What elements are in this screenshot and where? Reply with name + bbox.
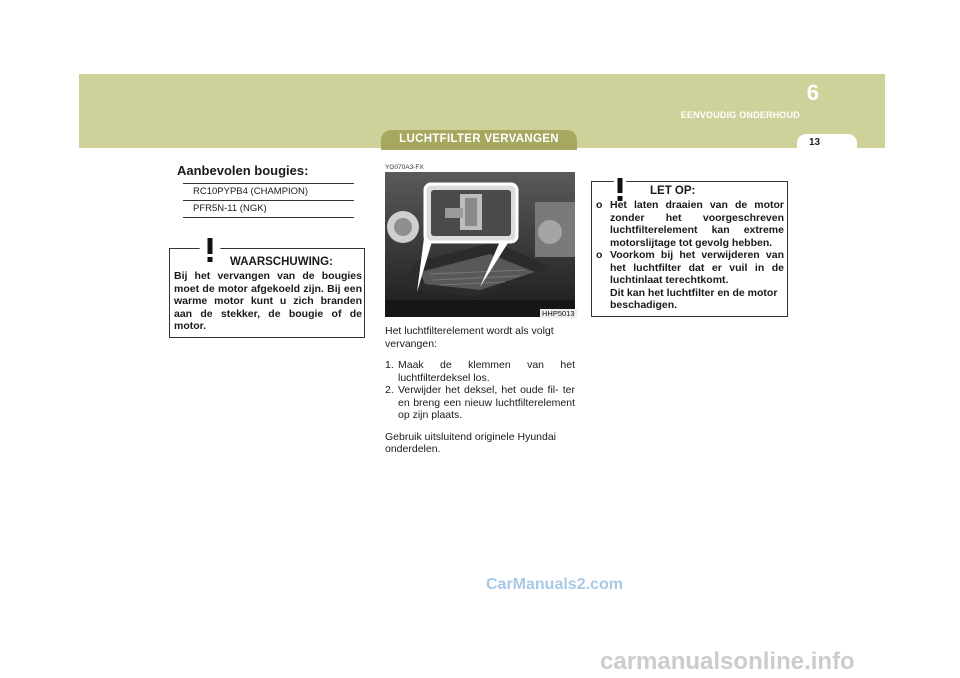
step-text: Maak de klemmen van het luchtfilterdeksel los. xyxy=(398,359,575,384)
spark-plug-row: PFR5N-11 (NGK) xyxy=(183,200,354,218)
figure-code: YG070A3-FX xyxy=(385,164,424,171)
exclamation-triangle-icon xyxy=(190,229,230,265)
section-title: LUCHTFILTER VERVANGEN xyxy=(399,133,559,145)
air-filter-photo xyxy=(385,172,575,317)
procedure-text xyxy=(385,325,575,456)
watermark-text: carmanualsonline.info xyxy=(600,648,855,675)
caution-text: Voorkom bij het verwijderen van het luchtfilter dat er vuil in de luchtinlaat terechtkomt. xyxy=(610,249,784,286)
procedure-intro: Het luchtfilterelement wordt als volgt vervangen: xyxy=(385,325,554,350)
caution-text: Het laten draaien van de motor zonder het voorgeschreven luchtfilterelement kan extreme motorslijtage tot gevolg hebben. xyxy=(610,199,784,249)
caution-extra-text: Dit kan het luchtfilter en de motor beschadigen. xyxy=(610,286,778,311)
list-item xyxy=(385,384,575,422)
list-item xyxy=(596,249,784,312)
step-text: Verwijder het deksel, het oude fil- ter en breng een nieuw luchtfilterelement op zijn plaats. xyxy=(398,384,575,421)
procedure-note: Gebruik uitsluitend originele Hyundai onderdelen. xyxy=(385,430,557,455)
list-item xyxy=(596,199,784,249)
caution-text-group xyxy=(610,249,784,312)
chapter-title: EENVOUDIG ONDERHOUD xyxy=(680,110,800,120)
spark-plug-row: RC10PYPB4 (CHAMPION) xyxy=(183,183,354,200)
spark-plug-table xyxy=(183,183,354,218)
step-number: 2. xyxy=(385,384,394,396)
warning-heading: WAARSCHUWING: xyxy=(230,256,333,268)
step-number: 1. xyxy=(385,359,394,371)
list-item xyxy=(385,359,575,384)
chapter-number: 6 xyxy=(806,80,819,105)
caution-list xyxy=(596,199,784,312)
spark-plugs-title: Aanbevolen bougies: xyxy=(177,163,309,178)
caution-heading: LET OP: xyxy=(650,185,696,197)
bullet: o xyxy=(596,199,603,211)
warning-body: Bij het vervangen van de bougies moet de motor afgekoeld zijn. Bij een warme motor kunt u zich branden aan de stekker, de bougie of de motor. xyxy=(174,270,362,332)
page-number: 13 xyxy=(808,137,821,148)
bullet: o xyxy=(596,249,603,261)
watermark-link[interactable]: CarManuals2.com xyxy=(486,576,623,593)
figure-label: HHP5013 xyxy=(542,309,575,318)
